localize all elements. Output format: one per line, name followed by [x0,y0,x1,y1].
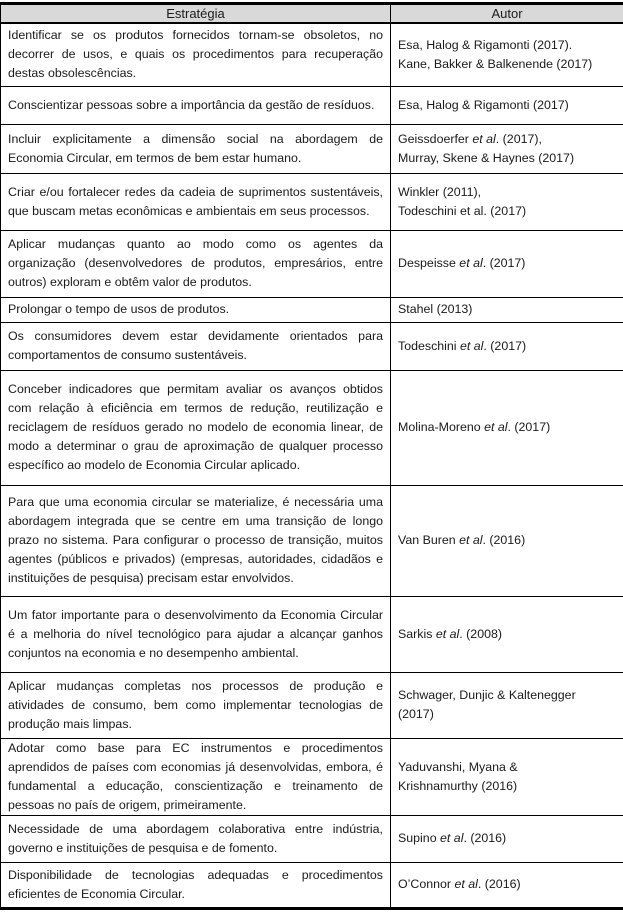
table-row [1,862,623,908]
author-text: Krishnamurthy (2016) [398,779,517,793]
author-line [398,777,616,796]
table-row [1,297,623,322]
table-row [1,370,623,485]
author-cell [391,173,623,230]
author-etal: et al [459,256,482,270]
author-cell [391,738,623,815]
author-line [398,202,616,221]
author-line [398,254,616,273]
strategy-cell: Conceber indicadores que permitam avaliar os avanços obtidos com relação à eficiência em termos de redução, reutilização e reciclagem de resíduos gerado no modelo de economia linear, de modo a determinar o grau de aproximação de qualquer processo específico ao modelo de Economia Circular aplicado. [1,370,391,485]
author-text: Sarkis [398,627,436,641]
strategy-cell: Adotar como base para EC instrumentos e procedimentos aprendidos de países com economias já desenvolvidas, embora, é fundamental a educação, conscientização e treinamento de pessoas no país de origem, primeiramente. [1,738,391,815]
strategy-cell: Prolongar o tempo de usos de produtos. [1,297,391,322]
author-text: . (2016) [478,877,521,891]
author-line [398,625,616,644]
table-row [1,596,623,672]
author-text: Despeisse [398,256,459,270]
author-text: Todeschini [398,339,460,353]
strategy-cell: Disponibilidade de tecnologias adequadas e procedimentos eficientes de Economia Circular. [1,862,391,908]
table-row [1,23,623,86]
author-line [398,829,616,848]
strategy-cell: Um fator importante para o desenvolvimento da Economia Circular é a melhoria do nível tecnológico para ajudar a alcançar ganhos conjuntos na economia e no desempenho ambiental. [1,596,391,672]
author-cell [391,23,623,86]
author-cell [391,86,623,124]
author-text: Supino [398,831,440,845]
author-etal: et al [472,132,495,146]
author-etal: et al [484,420,507,434]
author-cell [391,322,623,370]
author-line [398,531,616,550]
author-line [398,55,616,74]
table-row [1,86,623,124]
author-text: . (2017) [508,420,551,434]
table-row [1,173,623,230]
author-line [398,418,616,437]
table-row [1,230,623,297]
author-text: Kane, Bakker & Balkenende (2017) [398,57,592,71]
author-etal: et al [436,627,459,641]
author-text: . (2016) [463,831,506,845]
author-etal: et al [440,831,463,845]
author-cell [391,862,623,908]
author-text: Winkler (2011), [398,185,481,199]
author-cell [391,297,623,322]
table-row [1,815,623,862]
author-line [398,758,616,777]
author-cell [391,230,623,297]
author-line [398,96,616,115]
table-row [1,485,623,596]
author-text: Geissdoerfer [398,132,472,146]
author-line [398,300,616,319]
table-row [1,672,623,738]
author-text: Todeschini et al. (2017) [398,204,526,218]
author-cell [391,815,623,862]
author-line [398,686,616,705]
strategy-cell: Incluir explicitamente a dimensão social na abordagem de Economia Circular, em termos de bem estar humano. [1,124,391,173]
strategy-author-table [0,2,623,910]
author-cell [391,596,623,672]
author-text: Esa, Halog & Rigamonti (2017) [398,98,569,112]
author-line [398,36,616,55]
author-text: . (2008) [459,627,502,641]
author-text: O’Connor [398,877,454,891]
strategy-cell: Aplicar mudanças completas nos processos de produção e atividades de consumo, bem como implementar tecnologias de produção mais limpas. [1,672,391,738]
strategy-cell: Necessidade de uma abordagem colaborativa entre indústria, governo e instituições de pesquisa e de fomento. [1,815,391,862]
author-text: Murray, Skene & Haynes (2017) [398,151,574,165]
author-line [398,130,616,149]
table-row [1,322,623,370]
author-etal: et al [454,877,477,891]
author-line [398,337,616,356]
author-text: (2017) [398,707,434,721]
author-text: Van Buren [398,533,459,547]
author-line [398,183,616,202]
strategy-cell: Conscientizar pessoas sobre a importância da gestão de resíduos. [1,86,391,124]
author-cell [391,672,623,738]
author-text: . (2016) [483,533,526,547]
author-line [398,705,616,724]
author-text: Molina-Moreno [398,420,484,434]
strategy-cell: Identificar se os produtos fornecidos tornam-se obsoletos, no decorrer de usos, e quais os procedimentos para recuperação destas obsolescências. [1,23,391,86]
table-body [1,23,623,908]
strategy-cell: Aplicar mudanças quanto ao modo como os agentes da organização (desenvolvedores de produtos, empresários, entre outros) exploram e obtêm valor de produtos. [1,230,391,297]
author-text: Esa, Halog & Rigamonti (2017). [398,38,572,52]
strategy-cell: Para que uma economia circular se materialize, é necessária uma abordagem integrada que se centre em uma transição de longo prazo no sistema. Para configurar o processo de transição, muitos agentes (públicos e privados) (empresas, autoridades, cidadãos e instituições de pesquisa) precisam estar envolvidos. [1,485,391,596]
author-text: Schwager, Dunjic & Kaltenegger [398,688,576,702]
author-etal: et al [459,533,482,547]
author-etal: et al [460,339,483,353]
author-text: Yaduvanshi, Myana & [398,760,518,774]
strategy-cell: Criar e/ou fortalecer redes da cadeia de suprimentos sustentáveis, que buscam metas econômicas e ambientais em seus processos. [1,173,391,230]
table-row [1,124,623,173]
header-author: Autor [391,4,623,24]
author-line [398,875,616,894]
author-cell [391,124,623,173]
author-text: . (2017) [483,256,526,270]
table-row [1,738,623,815]
author-cell [391,485,623,596]
table-header-row [1,4,623,24]
author-line [398,149,616,168]
author-cell [391,370,623,485]
strategy-cell: Os consumidores devem estar devidamente orientados para comportamentos de consumo sustentáveis. [1,322,391,370]
author-text: . (2017), [496,132,542,146]
author-text: . (2017) [483,339,526,353]
header-strategy: Estratégia [1,4,391,24]
author-text: Stahel (2013) [398,302,472,316]
